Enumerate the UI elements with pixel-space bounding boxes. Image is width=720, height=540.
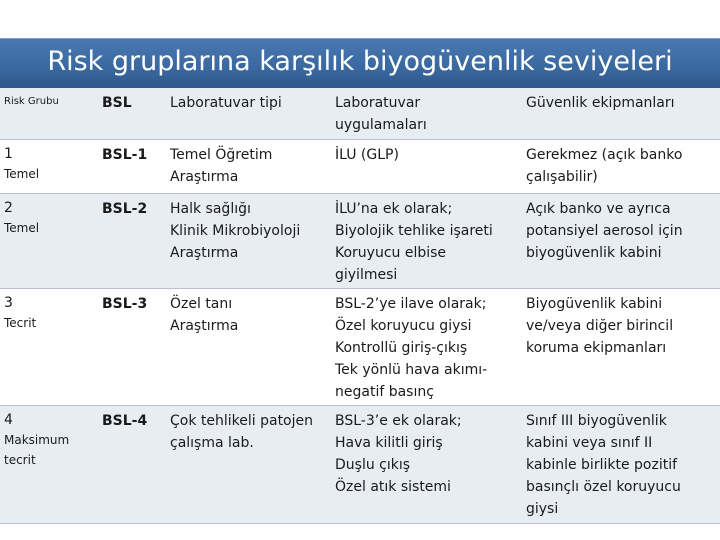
lab-type-cell [164, 139, 329, 193]
lab-type-cell [164, 288, 329, 405]
lab-practices-line: Tek yönlü hava akımı- [335, 361, 488, 378]
safety-equipment-cell [520, 288, 720, 405]
safety-equipment-line: Biyogüvenlik kabini [526, 295, 663, 312]
safety-equipment-line: Sınıf III biyogüvenlik [526, 412, 667, 429]
risk-group-number: 4 [4, 411, 13, 428]
risk-group-name: Tecrit [4, 315, 37, 330]
bsl-cell: BSL-3 [96, 288, 164, 405]
lab-practices-line: Hava kilitli giriş [335, 434, 443, 451]
safety-equipment-line: biyogüvenlik kabini [526, 244, 662, 261]
risk-group-name: Maksimum [4, 432, 70, 447]
table-row [0, 288, 720, 405]
lab-practices-line: giyilmesi [335, 266, 398, 283]
table-row [0, 193, 720, 288]
lab-practices-cell [329, 139, 520, 193]
header-safety-equipment-line: Güvenlik ekipmanları [526, 95, 675, 111]
lab-type-line: Özel tanı [170, 295, 233, 312]
safety-equipment-line: basınçlı özel koruyucu [526, 478, 681, 495]
safety-equipment-line: potansiyel aerosol için [526, 222, 683, 239]
lab-practices-line: negatif basınç [335, 383, 434, 400]
lab-type-cell [164, 405, 329, 523]
lab-type-line: Araştırma [170, 317, 239, 334]
risk-group-name: Temel [4, 166, 40, 181]
header-lab-type-line: Laboratuvar tipi [170, 95, 282, 111]
safety-equipment-line: kabini veya sınıf II [526, 434, 653, 451]
lab-type-line: Araştırma [170, 168, 239, 185]
lab-type-line: Araştırma [170, 244, 239, 261]
safety-equipment-line: Gerekmez (açık banko [526, 146, 683, 163]
lab-type-line: Klinik Mikrobiyoloji [170, 222, 301, 239]
risk-group-name: tecrit [4, 452, 36, 467]
lab-practices-line: Duşlu çıkış [335, 456, 411, 473]
risk-group-cell [0, 405, 96, 523]
table-row [0, 139, 720, 193]
table-header-row [0, 88, 720, 139]
lab-practices-cell [329, 288, 520, 405]
lab-type-cell [164, 193, 329, 288]
lab-practices-line: Özel koruyucu giysi [335, 317, 472, 334]
header-lab-practices-line: uygulamaları [335, 117, 427, 133]
table-row [0, 405, 720, 523]
risk-group-name: Temel [4, 220, 40, 235]
risk-group-number: 2 [4, 199, 13, 216]
lab-type-line: Temel Öğretim [170, 146, 273, 163]
header-risk-group: Risk Grubu [0, 88, 96, 139]
lab-practices-line: Koruyucu elbise [335, 244, 447, 261]
safety-equipment-line: Açık banko ve ayrıca [526, 200, 671, 217]
risk-group-number: 1 [4, 145, 13, 162]
risk-group-table [0, 88, 720, 524]
lab-practices-line: BSL-3’e ek olarak; [335, 412, 462, 429]
lab-practices-line: İLU’na ek olarak; [335, 200, 453, 217]
bsl-cell: BSL-1 [96, 139, 164, 193]
header-bsl: BSL [96, 88, 164, 139]
header-lab-type [164, 88, 329, 139]
bsl-cell: BSL-2 [96, 193, 164, 288]
lab-practices-line: BSL-2’ye ilave olarak; [335, 295, 487, 312]
bsl-cell: BSL-4 [96, 405, 164, 523]
safety-equipment-cell [520, 405, 720, 523]
risk-group-cell [0, 193, 96, 288]
lab-practices-line: Kontrollü giriş-çıkış [335, 339, 468, 356]
safety-equipment-line: ve/veya diğer birincil [526, 317, 674, 334]
lab-type-line: Halk sağlığı [170, 200, 251, 217]
safety-equipment-line: giysi [526, 500, 559, 517]
lab-practices-line: İLU (GLP) [335, 146, 399, 163]
lab-practices-line: Özel atık sistemi [335, 478, 451, 495]
lab-practices-cell [329, 193, 520, 288]
risk-group-cell [0, 139, 96, 193]
header-safety-equipment [520, 88, 720, 139]
page-title: Risk gruplarına karşılık biyogüvenlik seviyeleri [0, 38, 720, 88]
header-lab-practices-line: Laboratuvar [335, 95, 421, 111]
lab-type-line: çalışma lab. [170, 434, 254, 451]
safety-equipment-line: kabinle birlikte pozitif [526, 456, 678, 473]
safety-equipment-cell [520, 193, 720, 288]
risk-group-number: 3 [4, 294, 13, 311]
header-lab-practices [329, 88, 520, 139]
safety-equipment-cell [520, 139, 720, 193]
lab-type-line: Çok tehlikeli patojen [170, 412, 314, 429]
risk-group-cell [0, 288, 96, 405]
lab-practices-cell [329, 405, 520, 523]
safety-equipment-line: çalışabilir) [526, 168, 598, 185]
safety-equipment-line: koruma ekipmanları [526, 339, 667, 356]
lab-practices-line: Biyolojik tehlike işareti [335, 222, 493, 239]
